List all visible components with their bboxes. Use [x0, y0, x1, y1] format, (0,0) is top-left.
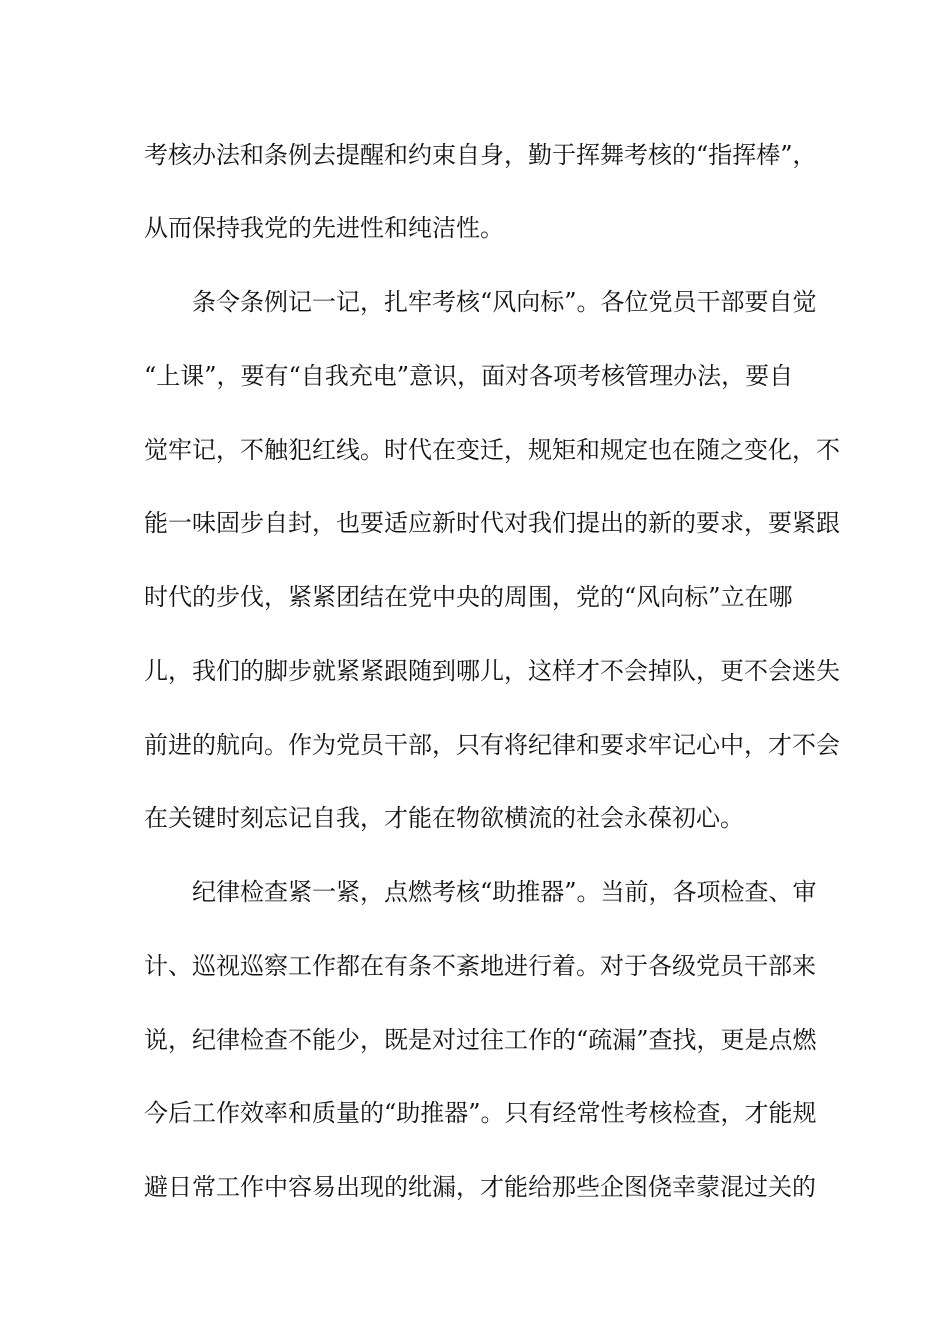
text-line: 计、巡视巡察工作都在有条不紊地进行着。对于各级党员干部来: [144, 952, 816, 980]
text-line: 觉牢记，不触犯红线。时代在变迁，规矩和规定也在随之变化，不: [144, 436, 840, 464]
paragraph-start-line: 条令条例记一记，扎牢考核“风向标”。各位党员干部要自觉: [144, 288, 817, 316]
text-line: 能一味固步自封，也要适应新时代对我们提出的新的要求，要紧跟: [144, 509, 840, 537]
paragraph-start-line: 纪律检查紧一紧，点燃考核“助推器”。当前，各项检查、审: [144, 878, 817, 906]
text-line: 今后工作效率和质量的“助推器”。只有经常性考核检查，才能规: [144, 1099, 817, 1127]
text-line: 儿，我们的脚步就紧紧跟随到哪儿，这样才不会掉队，更不会迷失: [144, 657, 840, 685]
text-line: 从而保持我党的先进性和纯洁性。: [144, 214, 504, 242]
text-line: 考核办法和条例去提醒和约束自身，勤于挥舞考核的“指挥棒”，: [144, 141, 817, 169]
text-line: 前进的航向。作为党员干部，只有将纪律和要求牢记心中，才不会: [144, 731, 840, 759]
text-line: 时代的步伐，紧紧团结在党中央的周围，党的“风向标”立在哪: [144, 583, 793, 611]
text-line: “上课”，要有“自我充电”意识，面对各项考核管理办法，要自: [144, 362, 794, 390]
text-line: 避日常工作中容易出现的纰漏，才能给那些企图侥幸蒙混过关的: [144, 1173, 816, 1201]
text-line: 说，纪律检查不能少，既是对过往工作的“疏漏”查找，更是点燃: [144, 1026, 817, 1054]
text-line: 在关键时刻忘记自我，才能在物欲横流的社会永葆初心。: [144, 804, 744, 832]
